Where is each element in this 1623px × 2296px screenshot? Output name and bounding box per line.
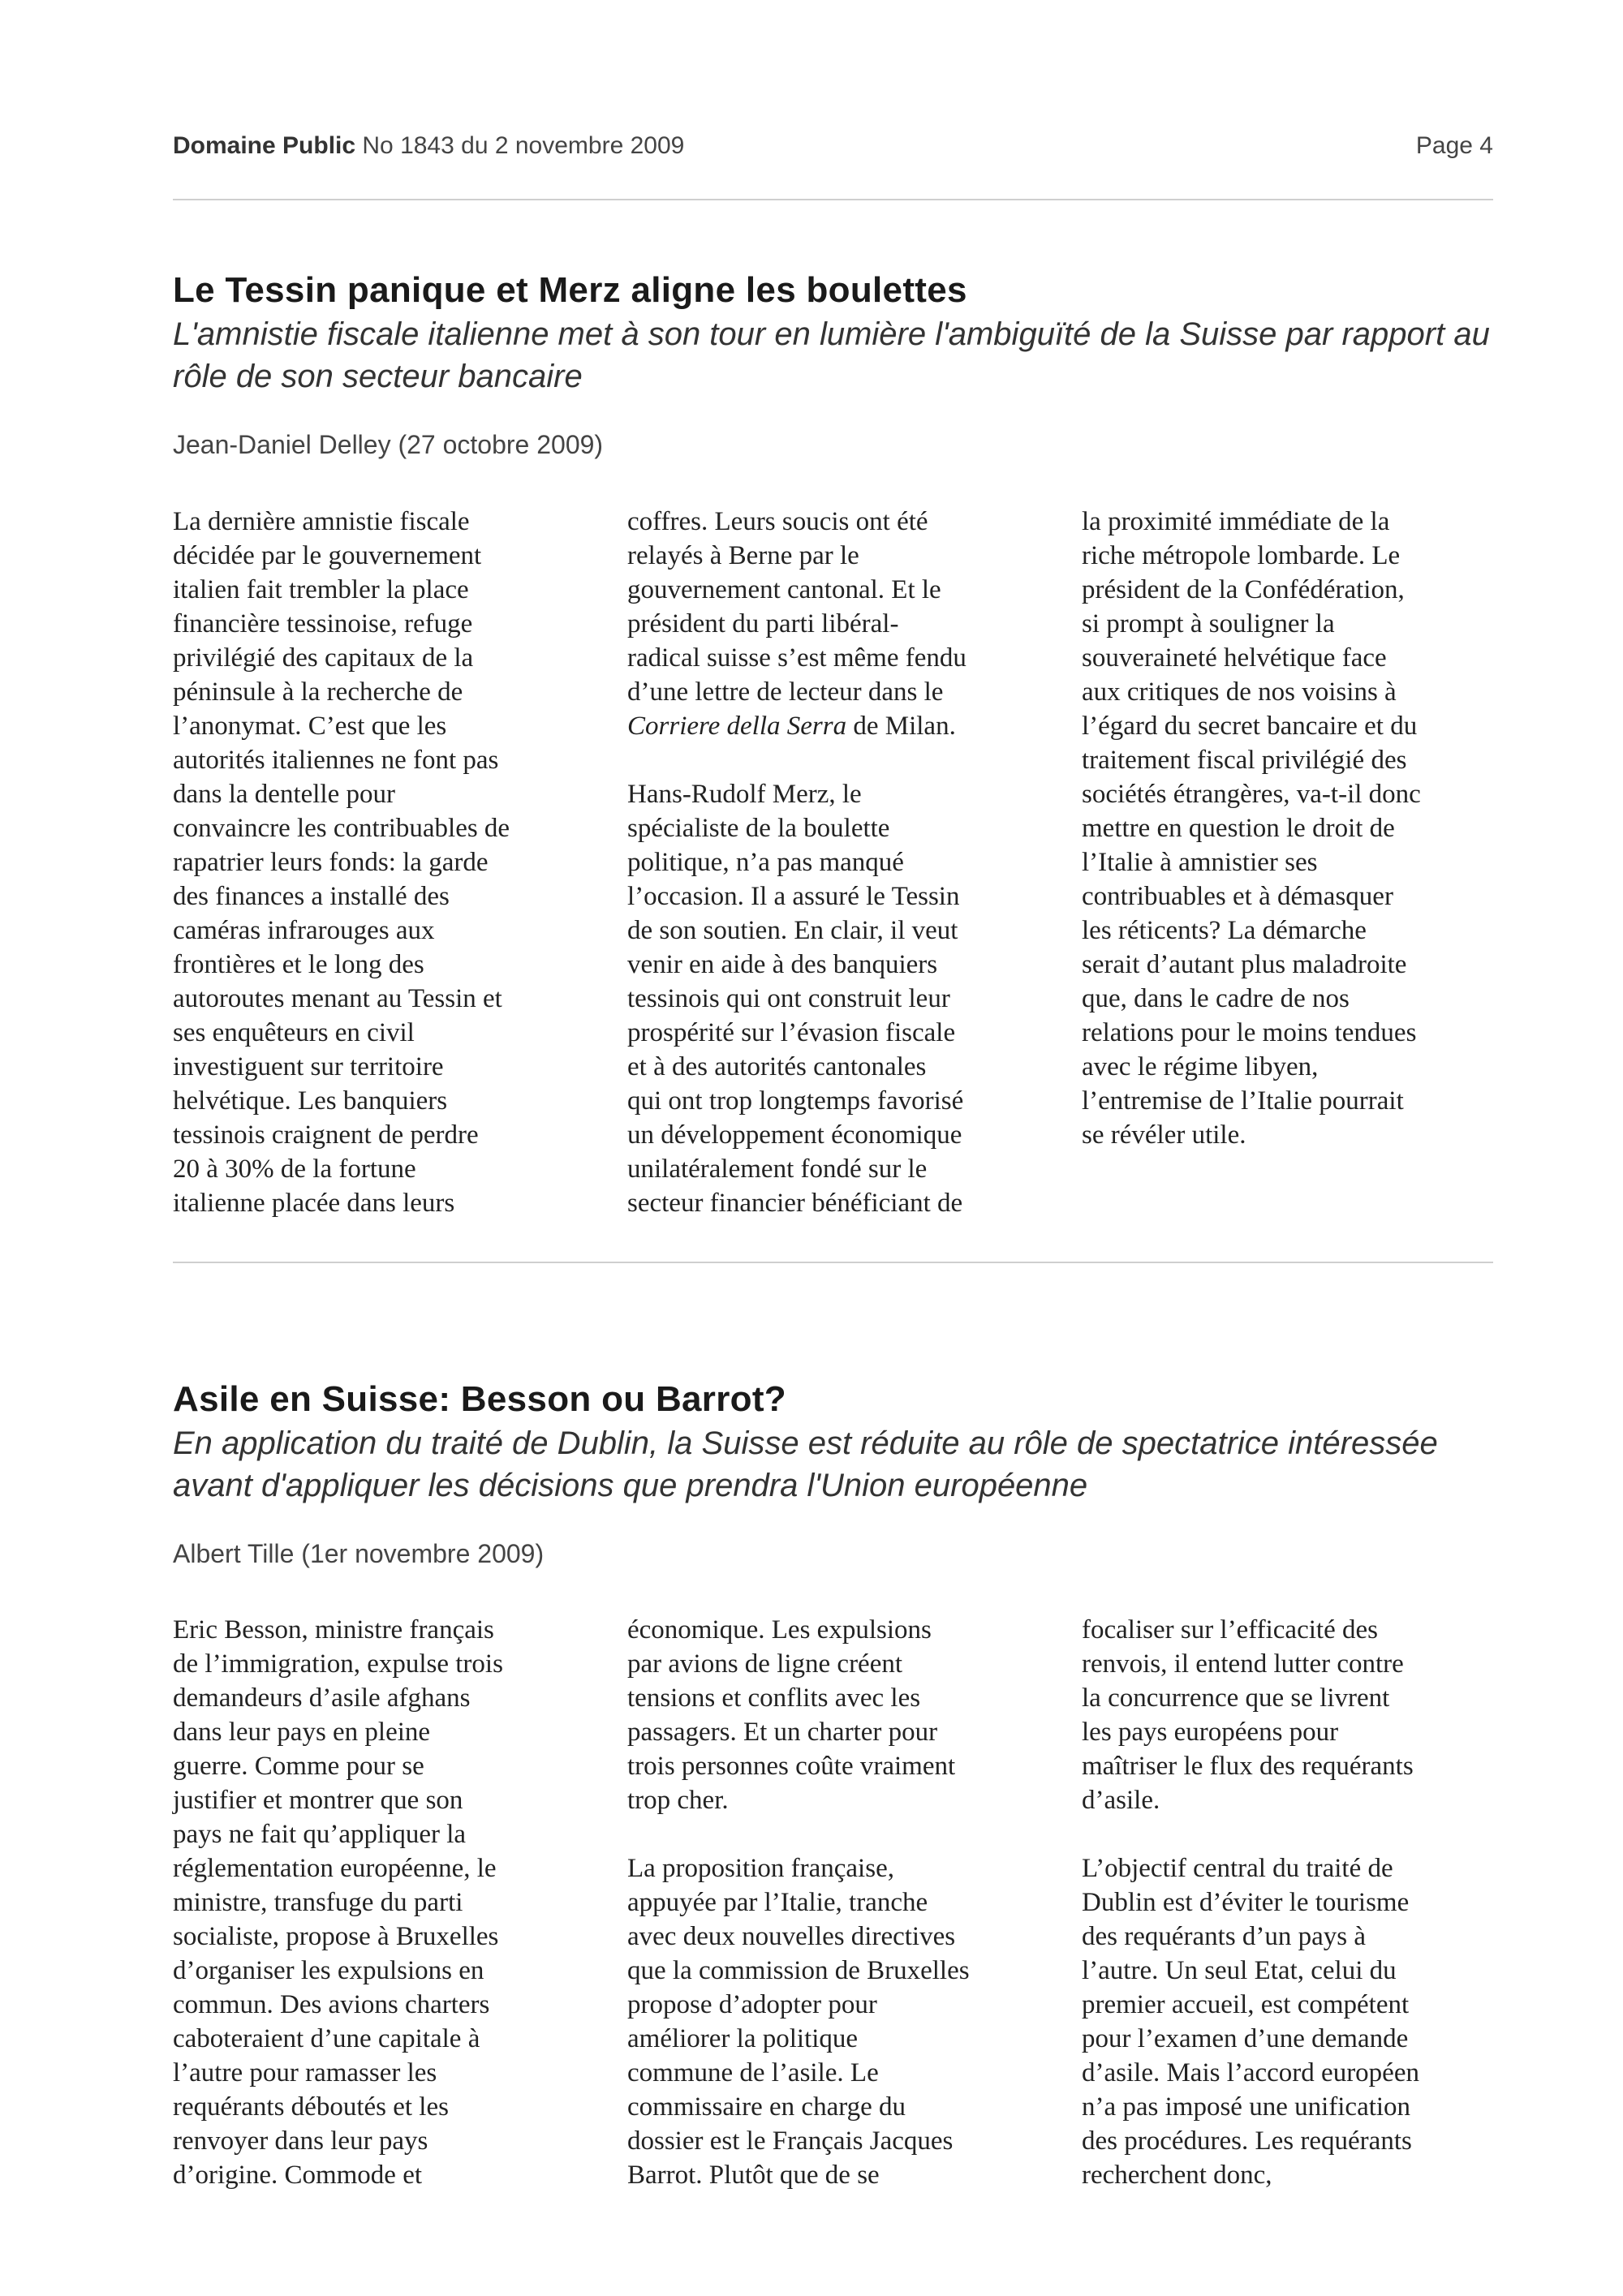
paragraph: focaliser sur l’efficacité des renvois, il entend lutter contre la concurrence que se livrent les pays européens pour maîtriser le flux des requérants d’asile. bbox=[1082, 1615, 1414, 1815]
publication-info bbox=[173, 132, 684, 160]
text-column-2 bbox=[627, 505, 1057, 1220]
publication-name: Domaine Public bbox=[173, 132, 356, 159]
text-column-2 bbox=[627, 1613, 1057, 2192]
paragraph: économique. Les expulsions par avions de ligne créent tensions et conflits avec les passagers. Et un charter pour trois personnes coûte vraiment trop cher. bbox=[627, 1615, 956, 1815]
article-byline: Albert Tille (1er novembre 2009) bbox=[173, 1539, 545, 1568]
article-subtitle: L'amnistie fiscale italienne met à son tour en lumière l'ambiguïté de la Suisse par rapport au rôle de son secteur bancaire bbox=[173, 316, 1490, 394]
paragraph: Hans-Rudolf Merz, le spécialiste de la boulette politique, n’a pas manqué l’occasion. Il a assuré le Tessin de son soutien. En clair, il veut venir en aide à des banquiers tessinois qui ont construit leur prospérité sur l’évasion fiscale et à des autorités cantonales qui ont trop longtemps favorisé un développement économique unilatéralement fondé sur le secteur financier bénéficiant de bbox=[627, 780, 964, 1218]
text-column-1 bbox=[173, 505, 603, 1220]
paragraph: la proximité immédiate de la riche métropole lombarde. Le président de la Confédération, si prompt à souligner la souveraineté helvétique face aux critiques de nos voisins à l’égard du secret bancaire et du traitement fiscal privilégié des sociétés étrangères, va-t-il donc mettre en question le droit de l’Italie à amnistier ses contribuables et à démasquer les réticents? La démarche serait d’autant plus maladroite que, dans le cadre de nos relations pour le moins tendues avec le régime libyen, l’entremise de l’Italie pourrait se révéler utile. bbox=[1082, 507, 1421, 1150]
paragraph bbox=[627, 505, 1057, 743]
text-column-3 bbox=[1082, 1613, 1512, 2192]
text-column-3 bbox=[1082, 505, 1512, 1152]
text-column-1 bbox=[173, 1613, 603, 2192]
article-title: Le Tessin panique et Merz aligne les boulettes bbox=[173, 270, 967, 310]
paragraph-text: de Milan. bbox=[846, 712, 956, 741]
article-2 bbox=[173, 1377, 1493, 1570]
newspaper-name: Corriere della Serra bbox=[627, 712, 847, 741]
article-1 bbox=[173, 268, 1493, 461]
article-byline: Jean-Daniel Delley (27 octobre 2009) bbox=[173, 430, 604, 459]
article-subtitle: En application du traité de Dublin, la Suisse est réduite au rôle de spectatrice intéressée avant d'appliquer les décisions que prendra l'Union européenne bbox=[173, 1425, 1438, 1503]
paragraph: La proposition française, appuyée par l’Italie, tranche avec deux nouvelles directives que la commission de Bruxelles propose d’adopter pour améliorer la politique commune de l’asile. Le commissaire en charge du dossier est le Français Jacques Barrot. Plutôt que de se bbox=[627, 1854, 970, 2190]
page-header bbox=[173, 132, 1493, 168]
issue-info: No 1843 du 2 novembre 2009 bbox=[355, 132, 685, 159]
paragraph: Eric Besson, ministre français de l’immigration, expulse trois demandeurs d’asile afghans dans leur pays en pleine guerre. Comme pour se justifier et montrer que son pays ne fait qu’appliquer la réglementation européenne, le ministre, transfuge du parti socialiste, propose à Bruxelles d’organiser les expulsions en commun. Des avions charters caboteraient d’une capitale à l’autre pour ramasser les requérants déboutés et les renvoyer dans leur pays d’origine. Commode et bbox=[173, 1615, 503, 2190]
paragraph-text: coffres. Leurs soucis ont été relayés à Berne par le gouvernement cantonal. Et le président du parti libéral- radical suisse s’est même fendu d’une lettre de lecteur dans le bbox=[627, 507, 966, 707]
article-divider bbox=[173, 1262, 1493, 1263]
paragraph: La dernière amnistie fiscale décidée par le gouvernement italien fait trembler la place financière tessinoise, refuge privilégié des capitaux de la péninsule à la recherche de l’anonymat. C’est que les autorités italiennes ne font pas dans la dentelle pour convaincre les contribuables de rapatrier leurs fonds: la garde des finances a installé des caméras infrarouges aux frontières et le long des autoroutes menant au Tessin et ses enquêteurs en civil investiguent sur territoire helvétique. Les banquiers tessinois craignent de perdre 20 à 30% de la fortune italienne placée dans leurs bbox=[173, 507, 510, 1218]
page-number: Page 4 bbox=[1415, 132, 1493, 159]
article-title: Asile en Suisse: Besson ou Barrot? bbox=[173, 1379, 786, 1419]
paragraph: L’objectif central du traité de Dublin est d’éviter le tourisme des requérants d’un pays à l’autre. Un seul Etat, celui du premier accueil, est compétent pour l’examen d’une demande d’asile. Mais l’accord européen n’a pas imposé une unification des procédures. Les requérants recherchent donc, bbox=[1082, 1854, 1419, 2190]
header-divider bbox=[173, 199, 1493, 200]
